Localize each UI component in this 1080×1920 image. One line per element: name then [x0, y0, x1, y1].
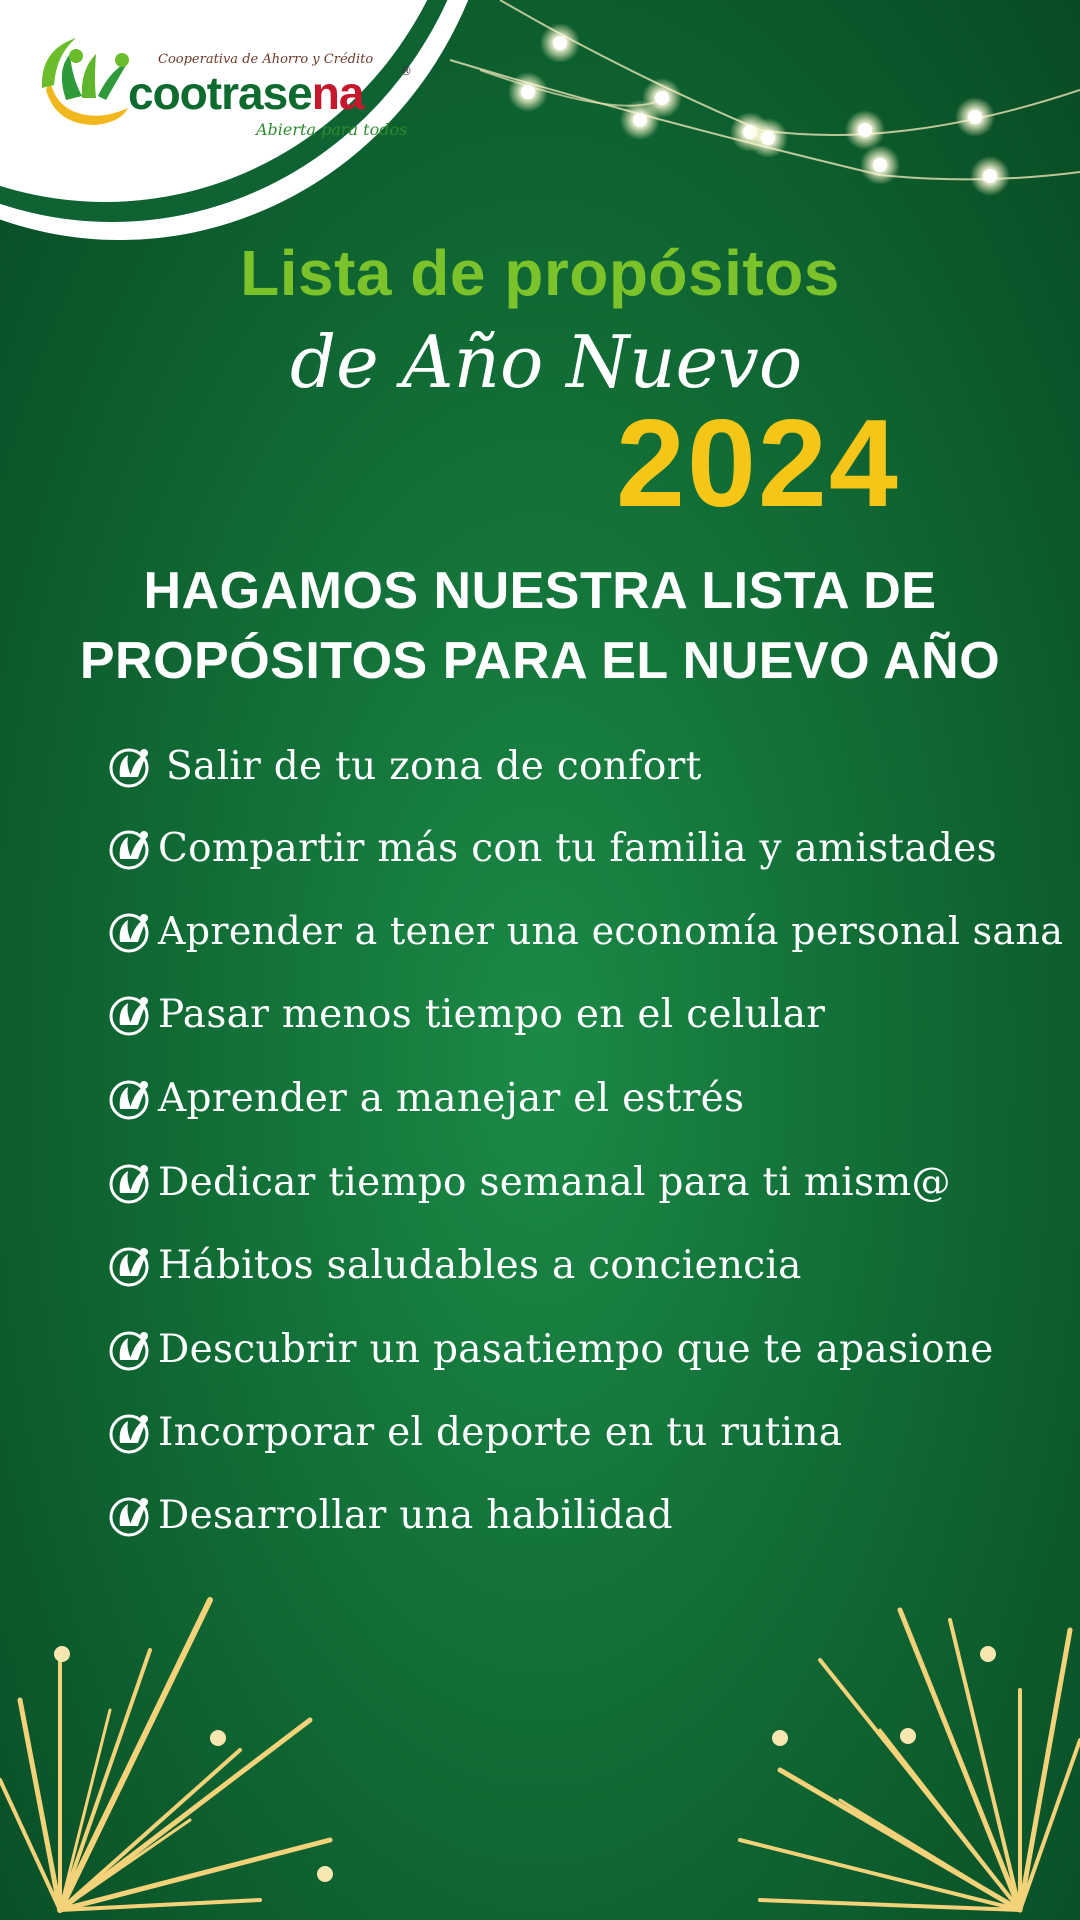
list-item-text: Incorporar el deporte en tu rutina [158, 1409, 843, 1455]
logo-brand-accent: na [311, 67, 364, 119]
firework-right [720, 1580, 1080, 1920]
page-title: Lista de propósitos [240, 237, 840, 309]
page-title-script: de Año Nuevo [290, 320, 803, 404]
list-item [108, 1235, 802, 1295]
list-item [108, 1152, 951, 1212]
cootrasena-leaf-icon [108, 1075, 154, 1121]
year-label: 2024 [616, 395, 900, 533]
list-item [108, 818, 997, 878]
cootrasena-leaf-icon [108, 743, 154, 789]
subtitle [0, 556, 1080, 696]
logo-brand-name [128, 66, 363, 120]
list-item-text: Descubrir un pasatiempo que te apasione [158, 1326, 994, 1372]
subtitle-line-1: HAGAMOS NUESTRA LISTA DE [143, 562, 937, 620]
logo-brand-main: cootrase [128, 67, 312, 119]
cootrasena-leaf-icon [108, 1242, 154, 1288]
list-item-text: Salir de tu zona de confort [166, 743, 702, 789]
list-item-text: Aprender a tener una economía personal sana [158, 909, 1064, 953]
cootrasena-logo[interactable] [36, 30, 416, 140]
list-item [108, 1319, 994, 1379]
list-item-text: Aprender a manejar el estrés [158, 1075, 745, 1121]
cootrasena-leaf-icon [108, 825, 154, 871]
subtitle-line-2: PROPÓSITOS PARA EL NUEVO AÑO [79, 632, 1001, 690]
cootrasena-leaf-icon [108, 1492, 154, 1538]
cootrasena-leaf-icon [108, 991, 154, 1037]
cootrasena-leaf-icon [108, 1326, 154, 1372]
list-item [108, 901, 1063, 961]
list-item-text: Compartir más con tu familia y amistades [158, 825, 997, 871]
light-bulbs [508, 23, 1010, 196]
list-item [108, 736, 702, 796]
firework-left [0, 1580, 360, 1920]
list-item [108, 1485, 673, 1545]
list-item [108, 1068, 744, 1128]
cootrasena-leaf-icon [108, 908, 154, 954]
logo-tagline: Abierta para todos [256, 120, 408, 139]
list-item-text: Dedicar tiempo semanal para ti mism@ [158, 1159, 951, 1205]
logo-registered-mark: ® [400, 64, 412, 78]
cootrasena-logo-icon [36, 30, 132, 130]
cootrasena-leaf-icon [108, 1159, 154, 1205]
logo-small-text: Cooperativa de Ahorro y Crédito [158, 52, 374, 67]
list-item [108, 1402, 842, 1462]
cootrasena-leaf-icon [108, 1409, 154, 1455]
list-item-text: Hábitos saludables a conciencia [158, 1242, 802, 1288]
list-item [108, 984, 825, 1044]
list-item-text: Pasar menos tiempo en el celular [158, 991, 826, 1037]
list-item-text: Desarrollar una habilidad [158, 1492, 673, 1538]
